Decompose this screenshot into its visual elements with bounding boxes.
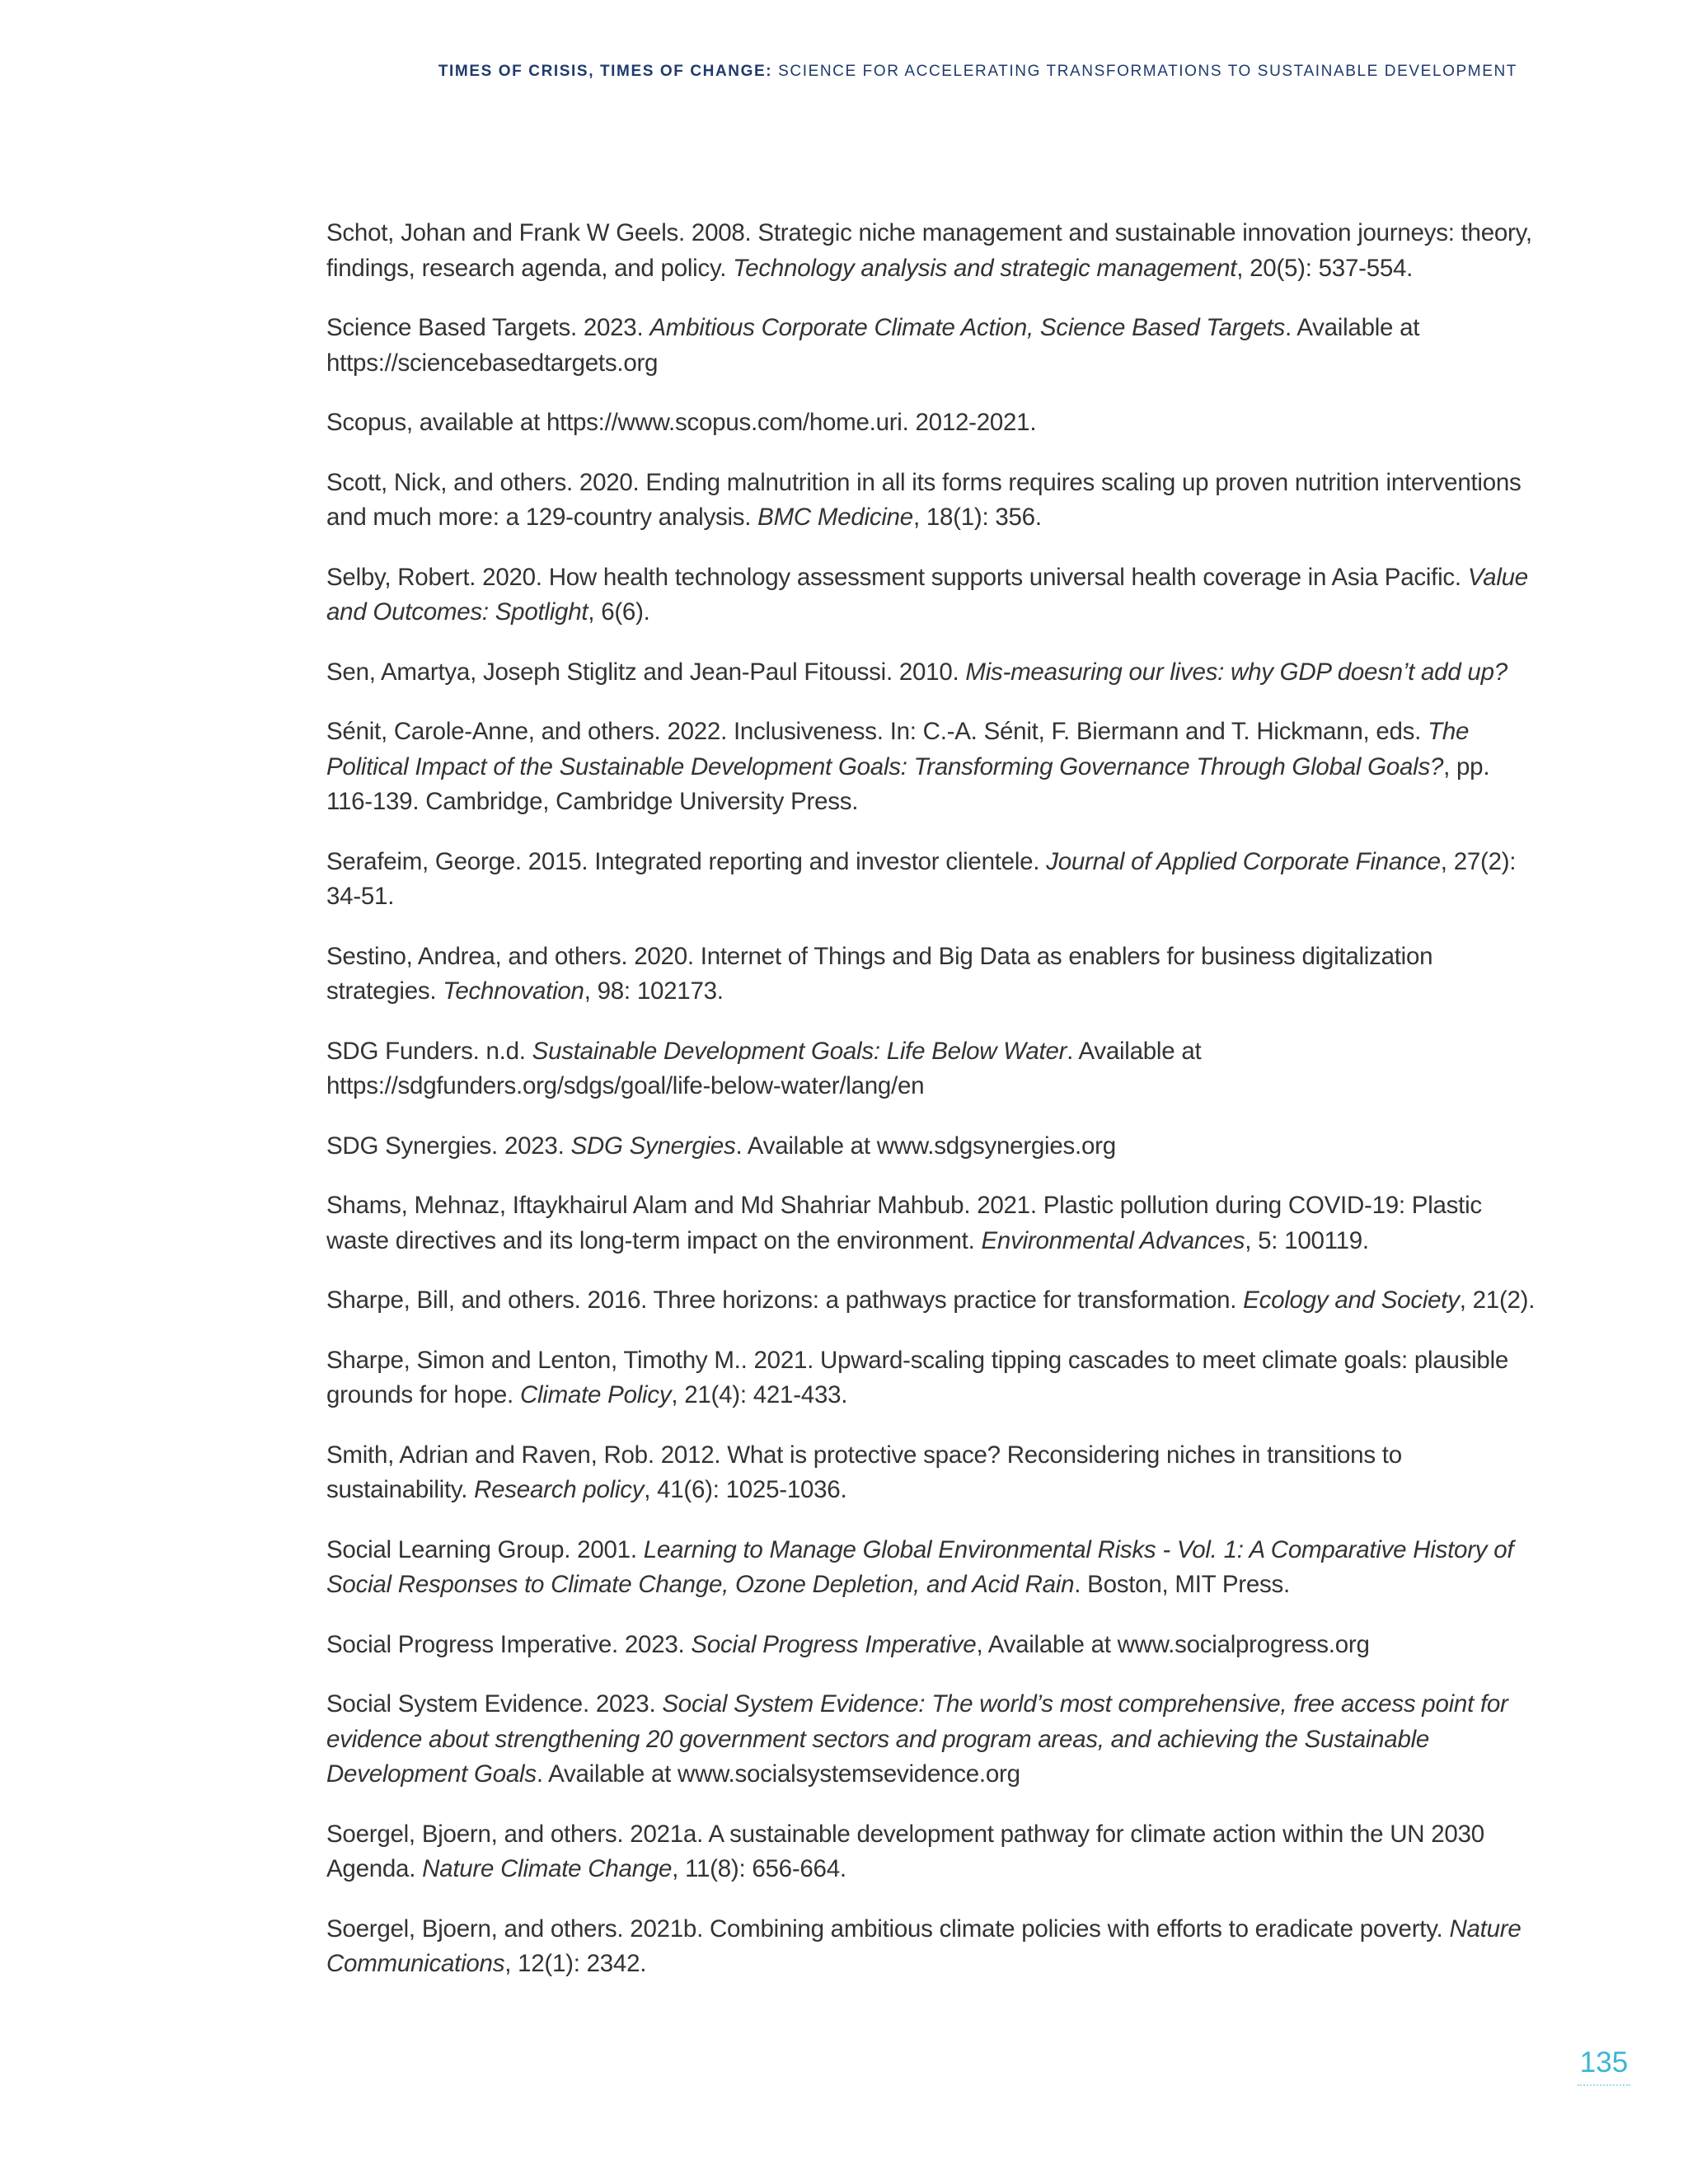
reference-entry: Social System Evidence. 2023. Social System Evidence: The world’s most comprehensive, free access point for evidence about strengthening 20 government sectors and program areas, and achieving the Sustainable Development Goals. Available at www.socialsystemsevidence.org: [326, 1690, 1508, 1788]
reference-entry: Social Progress Imperative. 2023. Social Progress Imperative, Available at www.socialprogress.org: [326, 1630, 1370, 1658]
reference-entry: Sestino, Andrea, and others. 2020. Internet of Things and Big Data as enablers for business digitalization strategies. Technovation, 98: 102173.: [326, 942, 1433, 1005]
reference-entry: Sen, Amartya, Joseph Stiglitz and Jean-Paul Fitoussi. 2010. Mis-measuring our lives: why GDP doesn’t add up?: [326, 658, 1507, 686]
reference-entry: Sharpe, Simon and Lenton, Timothy M.. 2021. Upward-scaling tipping cascades to meet climate goals: plausible grounds for hope. Climate Policy, 21(4): 421-433.: [326, 1346, 1509, 1408]
reference-entry: Sharpe, Bill, and others. 2016. Three horizons: a pathways practice for transformation. Ecology and Society, 21(2).: [326, 1286, 1536, 1314]
reference-list: [326, 216, 1540, 2007]
reference-entry: Serafeim, George. 2015. Integrated reporting and investor clientele. Journal of Applied Corporate Finance, 27(2): 34-51.: [326, 847, 1517, 910]
header-title: TIMES OF CRISIS, TIMES OF CHANGE:: [438, 63, 773, 80]
reference-entry: Scopus, available at https://www.scopus.com/home.uri. 2012-2021.: [326, 409, 1037, 436]
page-number: 135: [1578, 2046, 1630, 2086]
reference-entry: Smith, Adrian and Raven, Rob. 2012. What is protective space? Reconsidering niches in transitions to sustainability. Research policy, 41(6): 1025-1036.: [326, 1441, 1402, 1503]
reference-entry: Soergel, Bjoern, and others. 2021b. Combining ambitious climate policies with efforts to eradicate poverty. Nature Communications, 12(1): 2342.: [326, 1915, 1522, 1977]
reference-entry: Social Learning Group. 2001. Learning to Manage Global Environmental Risks - Vol. 1: A Comparative History of Social Responses to Climate Change, Ozone Depletion, and Acid Rain. Boston, MIT Press.: [326, 1535, 1514, 1598]
reference-entry: Schot, Johan and Frank W Geels. 2008. Strategic niche management and sustainable innovation journeys: theory, findings, research agenda, and policy. Technology analysis and strategic management, 20(5): 537-554.: [326, 219, 1532, 282]
reference-entry: SDG Funders. n.d. Sustainable Development Goals: Life Below Water. Available at https://sdgfunders.org/sdgs/goal/life-below-water/lang/en: [326, 1037, 1202, 1099]
reference-entry: Shams, Mehnaz, Iftaykhairul Alam and Md Shahriar Mahbub. 2021. Plastic pollution during COVID-19: Plastic waste directives and its long-term impact on the environment. Environmental Advances, 5: 100119.: [326, 1192, 1482, 1254]
reference-entry: Science Based Targets. 2023. Ambitious Corporate Climate Action, Science Based Targets. Available at https://sciencebasedtargets.org: [326, 314, 1420, 377]
reference-entry: Scott, Nick, and others. 2020. Ending malnutrition in all its forms requires scaling up proven nutrition interventions and much more: a 129-country analysis. BMC Medicine, 18(1): 356.: [326, 468, 1522, 531]
header-subtitle: SCIENCE FOR ACCELERATING TRANSFORMATIONS TO SUSTAINABLE DEVELOPMENT: [772, 63, 1517, 80]
reference-entry: SDG Synergies. 2023. SDG Synergies. Available at www.sdgsynergies.org: [326, 1132, 1116, 1160]
running-header: [438, 63, 1517, 81]
reference-entry: Soergel, Bjoern, and others. 2021a. A sustainable development pathway for climate action within the UN 2030 Agenda. Nature Climate Change, 11(8): 656-664.: [326, 1820, 1484, 1882]
reference-entry: Selby, Robert. 2020. How health technology assessment supports universal health coverage in Asia Pacific. Value and Outcomes: Spotlight, 6(6).: [326, 563, 1528, 626]
reference-entry: Sénit, Carole-Anne, and others. 2022. Inclusiveness. In: C.-A. Sénit, F. Biermann and T. Hickmann, eds. The Political Impact of the Sustainable Development Goals: Transforming Governance Through Global Goals?, pp. 116-139. Cambridge, Cambridge University Press.: [326, 718, 1490, 815]
